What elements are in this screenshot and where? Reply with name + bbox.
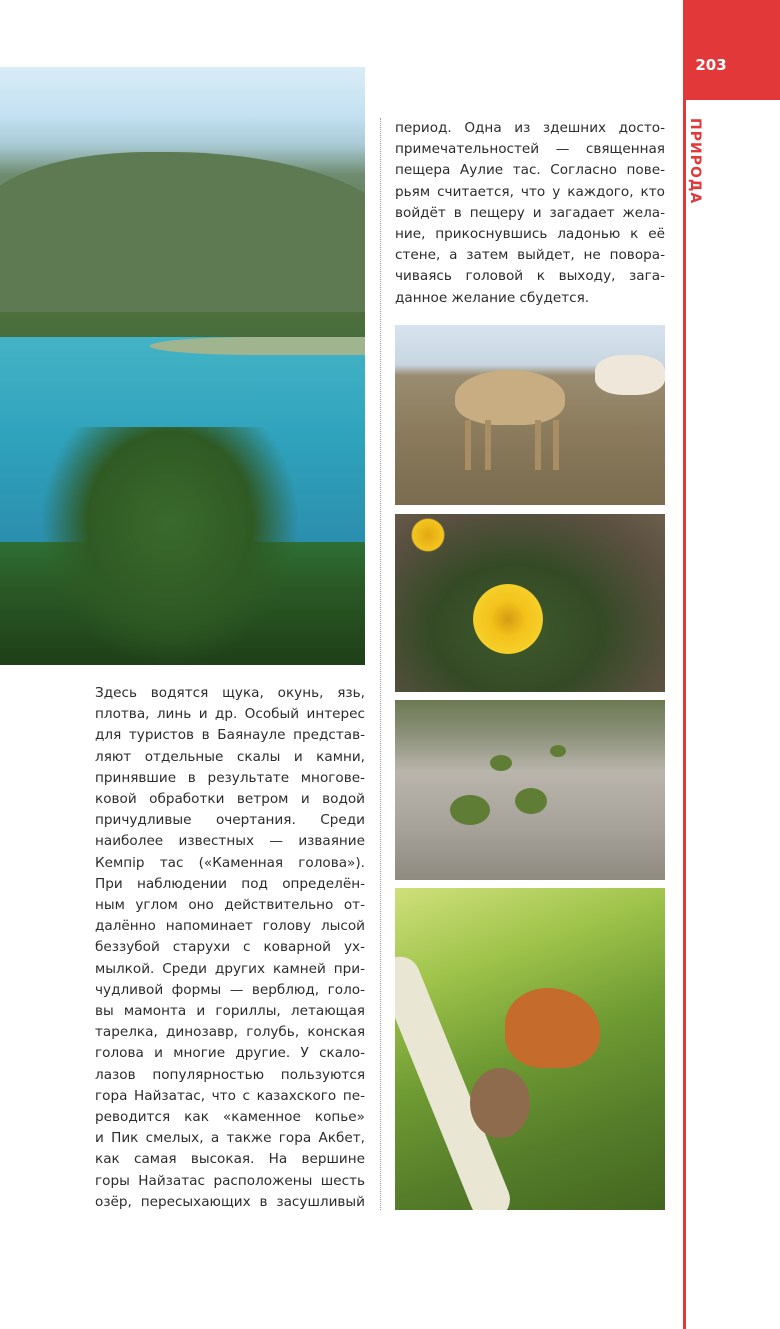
flower-bud: [407, 516, 449, 554]
lake-landscape-photo: [0, 67, 365, 665]
text-line: стене, а затем выйдет, не повора-: [395, 247, 665, 264]
text-line: вы мамонта и гориллы, летающая: [95, 1003, 365, 1020]
text-line: причудливые очертания. Среди: [95, 812, 365, 829]
text-line: беззубой старухи с коварной ух-: [95, 939, 365, 956]
text-line: период. Одна из здешних досто-: [395, 120, 665, 136]
holed-rock-photo: [395, 700, 665, 880]
text-line: голова и многие другие. У скало-: [95, 1045, 365, 1062]
text-line: ние, прикоснувшись ладонью к её: [395, 226, 665, 243]
text-line: ляют отдельные скалы и камни,: [95, 748, 365, 765]
flower-bloom: [473, 584, 543, 654]
text-line: пещера Аулие тас. Согласно пове-: [395, 162, 665, 179]
text-line: примечательностей — священная: [395, 141, 665, 158]
camel-leg: [485, 420, 491, 470]
text-line: гора Найзатас, что с казахского пе-: [95, 1087, 365, 1104]
text-line: реводится как «каменное копье»: [95, 1109, 365, 1126]
left-column-text: [95, 683, 365, 1213]
text-line: Здесь водятся щука, окунь, язь,: [95, 685, 365, 701]
camels-photo: [395, 325, 665, 505]
text-line: лазов популярностью пользуются: [95, 1066, 365, 1083]
squirrel-tail: [470, 1068, 530, 1138]
rock-hole: [450, 795, 490, 825]
squirrel-photo: [395, 888, 665, 1210]
text-line: плотва, линь и др. Особый интерес: [95, 706, 365, 723]
text-line: как самая высокая. На вершине: [95, 1151, 365, 1168]
pine-tree: [40, 427, 300, 665]
margin-accent-rule: [683, 0, 686, 1329]
text-line: принявшие в результате многове-: [95, 769, 365, 786]
squirrel-body: [505, 988, 600, 1068]
right-column-text: [395, 118, 665, 309]
text-line: наиболее известных — изваяние: [95, 833, 365, 850]
text-line: данное желание сбудется.: [395, 289, 590, 306]
text-line: мылкой. Среди других камней при-: [95, 960, 365, 977]
rock-hole: [490, 755, 512, 771]
rock-hole: [515, 788, 547, 814]
text-line: ным углом оно действительно от-: [95, 897, 365, 914]
camel-leg: [553, 420, 559, 470]
mountain-shape: [0, 152, 365, 312]
text-line: тарелка, динозавр, голубь, конская: [95, 1024, 365, 1041]
yellow-flower-photo: [395, 514, 665, 692]
text-line: озёр, пересыхающих в засушливый: [95, 1193, 365, 1210]
text-line: горы Найзатас расположены шесть: [95, 1172, 365, 1189]
camel-leg: [535, 420, 541, 470]
text-line: и Пик смелых, а также гора Акбет,: [95, 1130, 365, 1147]
text-line: для туристов в Баянауле представ-: [95, 727, 365, 744]
camel-leg: [465, 420, 471, 470]
column-separator: [380, 118, 381, 1210]
rock-hole: [550, 745, 566, 757]
text-line: чудливой формы — верблюд, голо-: [95, 981, 365, 998]
camel-body: [455, 370, 565, 425]
text-line: далённо напоминает голову лысой: [95, 918, 365, 935]
page-number-tab: [686, 0, 780, 100]
camel-herd: [595, 355, 665, 395]
text-line: При наблюдении под определён-: [95, 875, 365, 892]
text-line: войдёт в пещеру и загадает жела-: [395, 204, 665, 221]
text-line: Кемпір тас («Каменная голова»).: [95, 854, 365, 871]
text-line: рьям считается, что у каждого, кто: [395, 183, 665, 200]
lake-shore: [150, 337, 365, 355]
section-label: ПРИРОДА: [687, 118, 703, 205]
text-line: чиваясь головой к выходу, зага-: [395, 268, 665, 285]
text-line: ковой обработки ветром и водой: [95, 791, 365, 808]
page-number: 203: [695, 56, 727, 74]
